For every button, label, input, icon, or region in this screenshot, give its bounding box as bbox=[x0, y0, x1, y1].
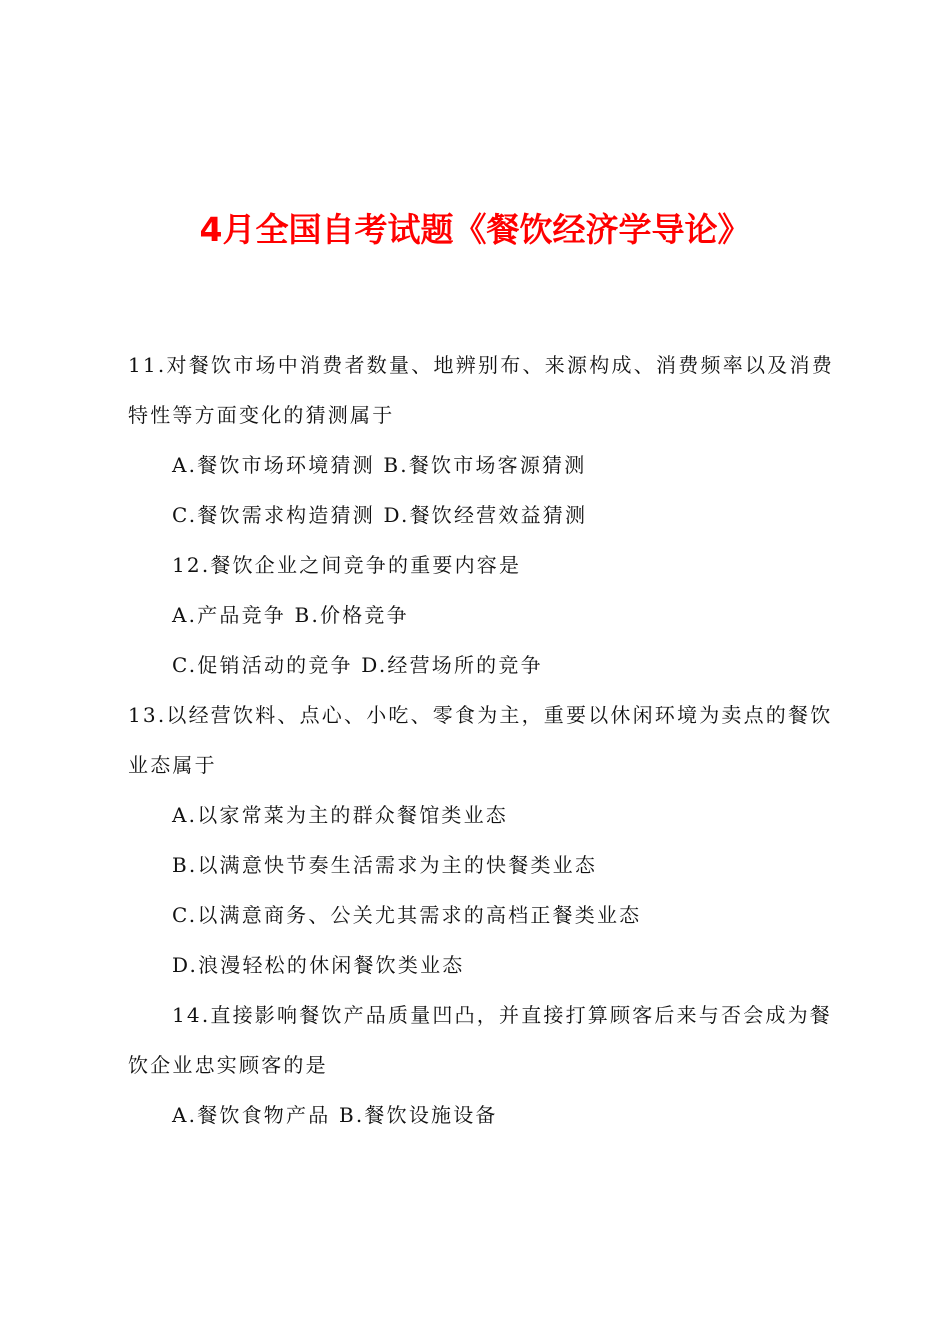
question-11-option-ab: A.餐饮市场环境猜测 B.餐饮市场客源猜测 bbox=[172, 453, 587, 477]
question-13-stem-text: 13.以经营饮料、点心、小吃、零食为主，重要以休闲环境为卖点的餐饮业态属于 bbox=[128, 703, 833, 777]
question-12-stem: 12.餐饮企业之间竞争的重要内容是 bbox=[172, 553, 522, 577]
question-11-option-cd: C.餐饮需求构造猜测 D.餐饮经营效益猜测 bbox=[172, 503, 588, 527]
question-12-option-cd: C.促销活动的竞争 D.经营场所的竞争 bbox=[172, 653, 543, 677]
question-11-stem: 11.对餐饮市场中消费者数量、地辨别布、来源构成、消费频率以及消费特性等方面变化的猜测属于 bbox=[128, 353, 834, 427]
question-12-option-ab: A.产品竞争 B.价格竞争 bbox=[172, 603, 409, 627]
question-14-stem-text: 14.直接影响餐饮产品质量凹凸，并直接打算顾客后来与否会成为餐饮企业忠实顾客的是 bbox=[128, 1003, 833, 1077]
question-14-option-ab: A.餐饮食物产品 B.餐饮设施设备 bbox=[172, 1103, 498, 1127]
document-title: 4月全国自考试题《餐饮经济学导论》 bbox=[199, 210, 751, 249]
question-13-option-b: B.以满意快节奏生活需求为主的快餐类业态 bbox=[172, 853, 598, 877]
question-13-option-d: D.浪漫轻松的休闲餐饮类业态 bbox=[172, 953, 465, 977]
question-13-option-a: A.以家常菜为主的群众餐馆类业态 bbox=[172, 803, 509, 827]
question-13-stem bbox=[128, 690, 834, 790]
question-14-stem bbox=[128, 990, 834, 1090]
question-13-option-c: C.以满意商务、公关尤其需求的高档正餐类业态 bbox=[172, 903, 642, 927]
document-body bbox=[128, 340, 834, 1140]
